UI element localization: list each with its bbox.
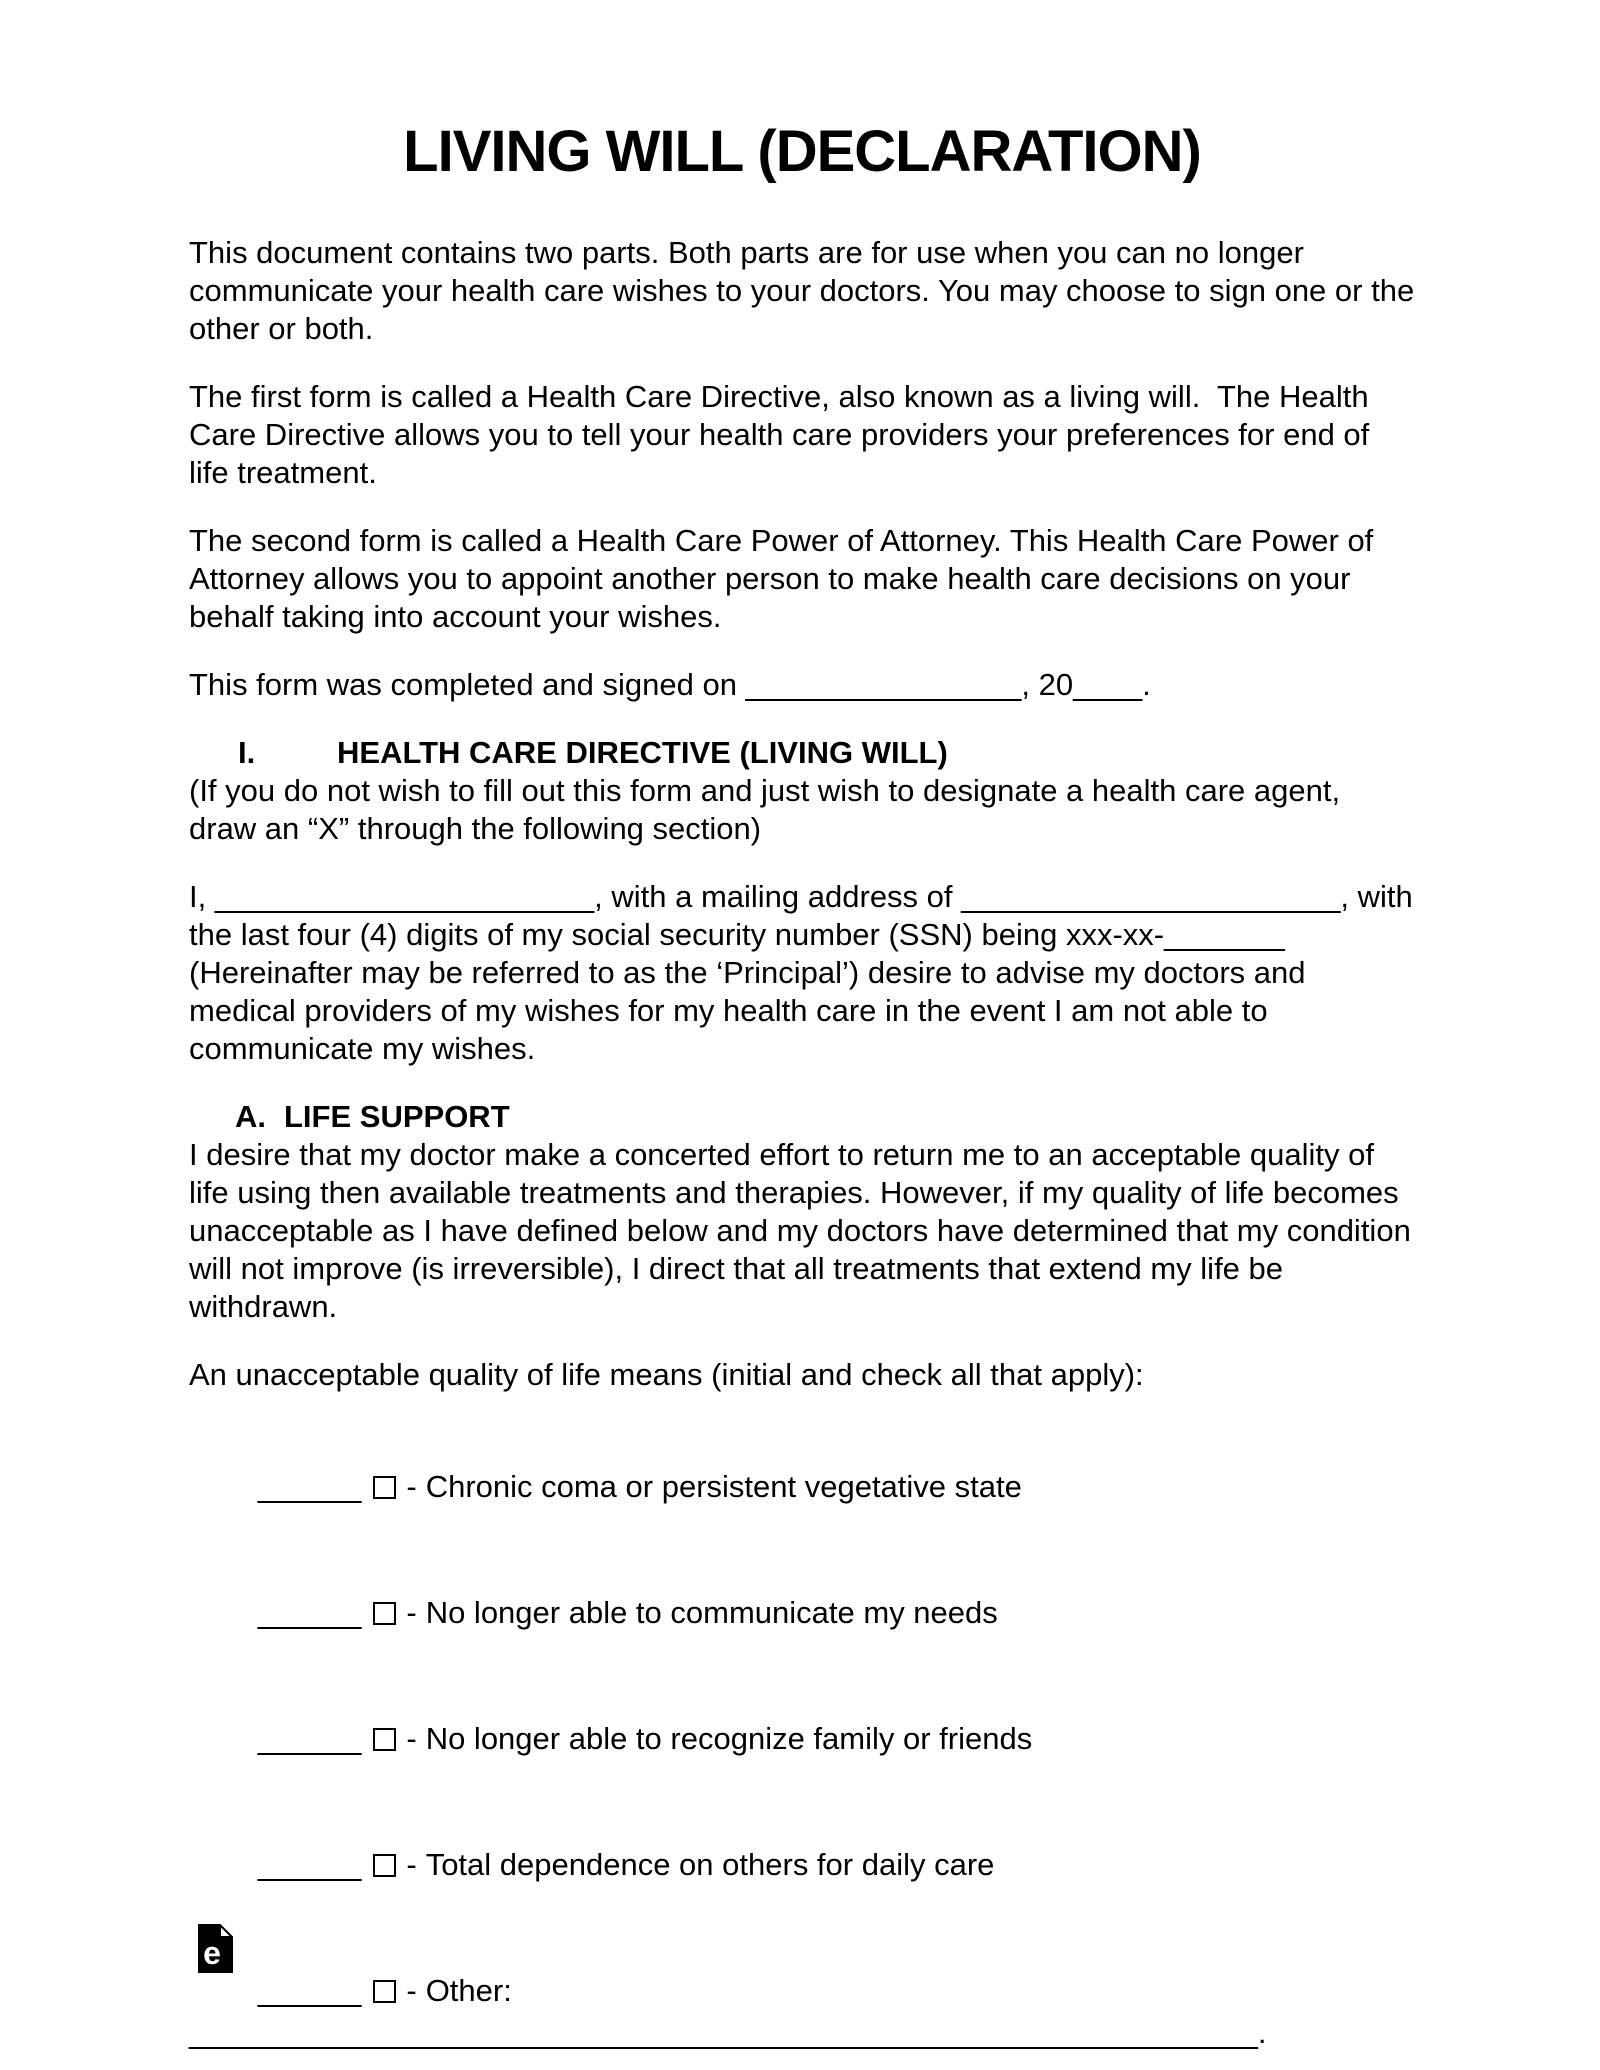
section-i-instruction: (If you do not wish to fill out this form and just wish to designate a health care agent, draw an “X” through the following section) [189, 773, 1341, 846]
checkbox-icon[interactable] [373, 1602, 396, 1625]
checklist-dash: - [406, 1595, 417, 1630]
subsection-a-letter: A. [235, 1099, 266, 1134]
subsection-a-title: LIFE SUPPORT [284, 1099, 510, 1134]
checklist-item-label: No longer able to recognize family or friends [425, 1721, 1033, 1756]
checkbox-icon[interactable] [373, 1980, 396, 2003]
signed-date-line: This form was completed and signed on ________________, 20____. [189, 667, 1151, 702]
checklist-dash: - [406, 1721, 417, 1756]
checklist-intro: An unacceptable quality of life means (initial and check all that apply): [189, 1357, 1144, 1392]
intro-paragraph-2: The first form is called a Health Care Directive, also known as a living will. The Health Care Directive allows you to tell your health care providers your preferences for end of life treatment. [189, 379, 1378, 490]
checklist-item-label: No longer able to communicate my needs [425, 1595, 998, 1630]
checklist-item-communicate [189, 1550, 1415, 1676]
checklist-item-label: Chronic coma or persistent vegetative state [425, 1469, 1022, 1504]
svg-text:e: e [203, 1935, 221, 1971]
initial-blank-line[interactable]: ______ [257, 1469, 362, 1504]
checklist-item-label: Total dependence on others for daily care [425, 1847, 995, 1882]
checklist-item-recognize [189, 1676, 1415, 1802]
checklist-item-coma [189, 1424, 1415, 1550]
checklist-dash: - [406, 1973, 417, 2008]
subsection-a-heading [189, 1098, 1415, 1136]
initial-blank-line[interactable]: ______ [257, 1595, 362, 1630]
eforms-document-logo-icon [198, 1924, 233, 1973]
checklist-dash: - [406, 1847, 417, 1882]
intro-paragraph-1: This document contains two parts. Both parts are for use when you can no longer communicate your health care wishes to your doctors. You may choose to sign one or the other or both. [189, 235, 1423, 346]
document-title: LIVING WILL (DECLARATION) [403, 119, 1201, 184]
quality-of-life-checklist [189, 1424, 1415, 2070]
initial-blank-line[interactable]: ______ [257, 1721, 362, 1756]
checklist-dash: - [406, 1469, 417, 1504]
section-i-number: I. [238, 735, 256, 770]
life-support-paragraph: I desire that my doctor make a concerted effort to return me to an acceptable quality of life using then available treatments and therapies. However, if my quality of life becomes unacceptable as I have defined below and my doctors have determined that my condition will not improve (is irreversible), I direct that all treatments that extend my life be withdrawn. [189, 1137, 1420, 1324]
checkbox-icon[interactable] [373, 1476, 396, 1499]
checkbox-icon[interactable] [373, 1728, 396, 1751]
initial-blank-line[interactable]: ______ [257, 1973, 362, 2008]
section-i-heading [189, 734, 1415, 772]
checklist-item-dependence [189, 1802, 1415, 1928]
principal-declaration-paragraph: I, ______________________, with a mailing address of ______________________, with the last four (4) digits of my social security number (SSN) being xxx-xx-_______ (Hereinafter may be referred to as the ‘Principal’) desire to advise my doctors and medical providers of my wishes for my health care in the event I am not able to communicate my wishes. [189, 879, 1422, 1066]
section-i-title: HEALTH CARE DIRECTIVE (LIVING WILL) [337, 735, 948, 770]
checklist-item-other [189, 1928, 1415, 2070]
checkbox-icon[interactable] [373, 1854, 396, 1877]
checklist-item-label: Other: ______________________________________________________________. [189, 1973, 1267, 2050]
intro-paragraph-3: The second form is called a Health Care Power of Attorney. This Health Care Power of Attorney allows you to appoint another person to make health care decisions on your behalf taking into account your wishes. [189, 523, 1381, 634]
initial-blank-line[interactable]: ______ [257, 1847, 362, 1882]
